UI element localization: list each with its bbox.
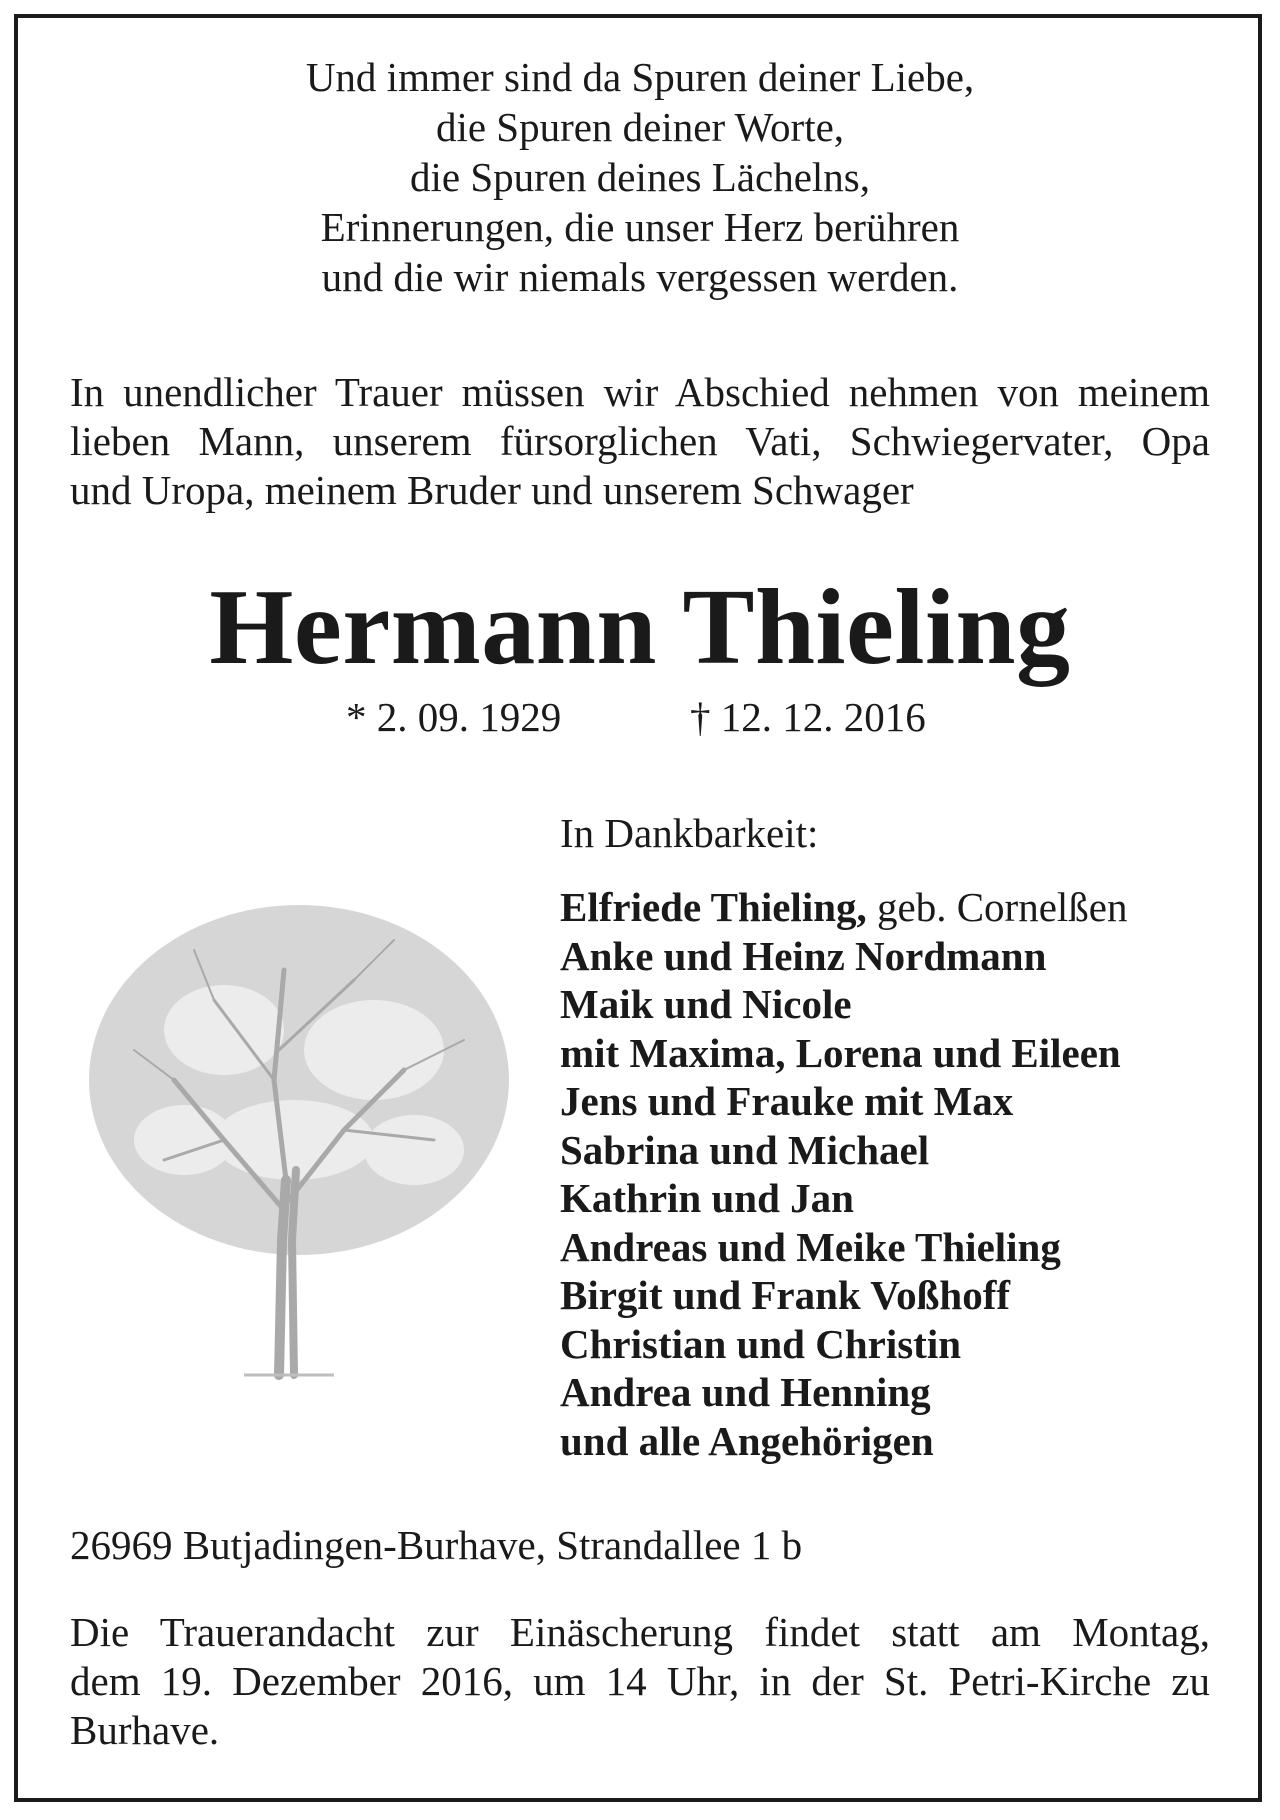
death-date: † 12. 12. 2016 [690, 694, 926, 740]
mourner-line: Andreas und Meike Thieling [560, 1223, 1061, 1270]
intro-line: lieben Mann, unserem fürsorglichen Vati, Schwiegervater, Opa [70, 418, 1210, 464]
poem-line: die Spuren deiner Worte, [435, 104, 845, 150]
deceased-name: Hermann Thieling [209, 568, 1071, 687]
mourner-line: Anke und Heinz Nordmann [560, 932, 1047, 979]
service-line: Burhave. [70, 1707, 220, 1753]
birth-date: * 2. 09. 1929 [346, 694, 562, 740]
mourner-line: Sabrina und Michael [560, 1126, 930, 1173]
mourner-line: Andrea und Henning [560, 1369, 931, 1415]
mourner-widow-maiden-name: geb. Cornelßen [866, 884, 1128, 930]
poem-line: die Spuren deines Lächelns, [410, 154, 870, 200]
mourner-line: Christian und Christin [560, 1320, 962, 1367]
mourner-line: Birgit und Frank Voßhoff [560, 1272, 1010, 1318]
intro-line: und Uropa, meinem Bruder und unserem Schwager [70, 467, 914, 513]
poem-line: Und immer sind da Spuren deiner Liebe, [305, 54, 975, 100]
mourner-widow-name: Elfriede Thieling, [560, 884, 867, 930]
mourners-list [560, 883, 1128, 1465]
intro-line: In unendlicher Trauer müssen wir Abschied nehmen von meinem [70, 369, 1210, 415]
tree-illustration [74, 880, 524, 1380]
poem-line: und die wir niemals vergessen werden. [321, 254, 959, 300]
service-line: dem 19. Dezember 2016, um 14 Uhr, in der St. Petri-Kirche zu [70, 1658, 1210, 1704]
poem [0, 52, 1280, 302]
poem-line: Erinnerungen, die unser Herz berühren [320, 204, 960, 250]
mourner-line: Maik und Nicole [560, 981, 852, 1027]
intro-text [70, 368, 1210, 515]
mourner-line: und alle Angehörigen [560, 1417, 934, 1464]
mourner-line-widow [560, 883, 1128, 932]
mourner-line: mit Maxima, Lorena und Eileen [560, 1029, 1121, 1076]
thanks-heading: In Dankbarkeit: [560, 810, 819, 856]
mourner-line: Kathrin und Jan [560, 1175, 854, 1221]
address: 26969 Butjadingen-Burhave, Strandallee 1 b [70, 1522, 803, 1568]
service-line: Die Trauerandacht zur Einäscherung findet statt am Montag, [70, 1609, 1210, 1655]
service-info [70, 1608, 1210, 1755]
mourner-line: Jens und Frauke mit Max [560, 1078, 1014, 1124]
